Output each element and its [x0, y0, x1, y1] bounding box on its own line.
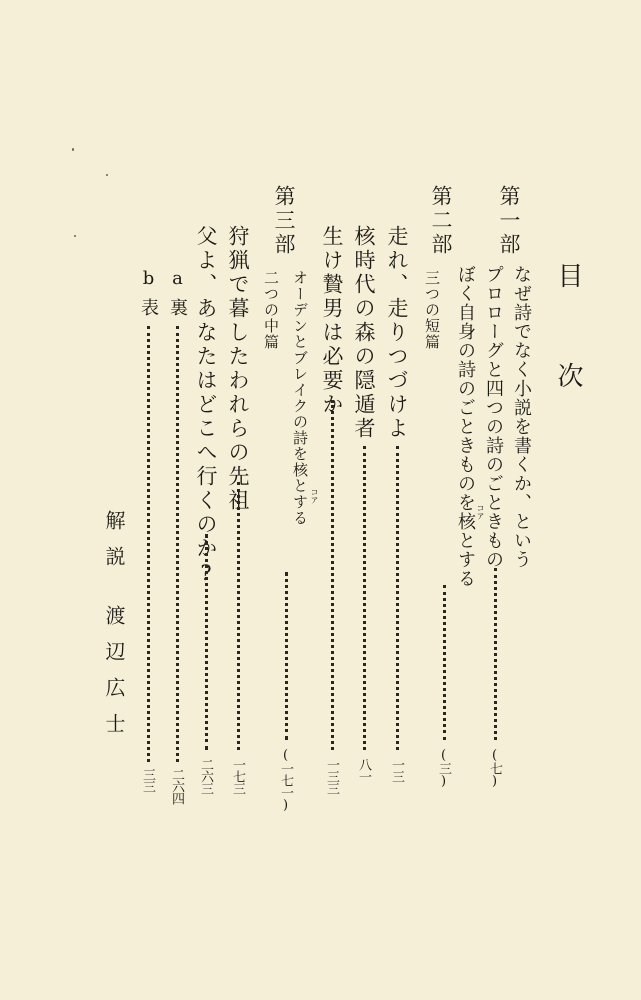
- part3-heading: 第三部: [272, 185, 296, 257]
- paper-speck: [74, 235, 76, 237]
- part3-section-a-label: a: [167, 268, 188, 290]
- commentary-author: 渡辺広士: [102, 605, 126, 749]
- part3-section-a-title: 裏: [167, 298, 188, 317]
- part2-heading: 第二部: [429, 185, 453, 257]
- page-number: 二六三: [198, 758, 213, 794]
- leader-dots: [396, 446, 399, 750]
- page-title: 目 次: [553, 262, 583, 410]
- ruby-annotation: コア: [310, 488, 319, 504]
- page-number: 八一: [356, 758, 371, 782]
- part1-chapter1-line1: なぜ詩でなく小説を書くか、という: [511, 265, 532, 569]
- page-number: 一七三: [230, 758, 245, 794]
- leader-dots: [285, 572, 288, 740]
- part3-chapter1-title: 狩猟で暮したわれらの先祖: [226, 225, 250, 513]
- part1-heading: 第一部: [497, 185, 521, 257]
- part3-section-b-title: 表: [138, 298, 159, 317]
- page-number: (三): [436, 748, 451, 788]
- part3-chapter2-title: 父よ、あなたはどこへ行くのか?: [194, 225, 218, 588]
- part2-chapter3-title: 生け贄男は必要か: [320, 225, 344, 417]
- page-number: (一七一): [278, 748, 293, 812]
- part2-chapter4-title: オーデンとブレイクの詩を核とする: [291, 270, 309, 526]
- page-number: 二六四: [169, 768, 184, 804]
- leader-dots: [147, 326, 150, 762]
- leader-dots: [443, 585, 446, 740]
- paper-speck: [106, 174, 108, 176]
- leader-dots: [205, 534, 208, 750]
- page-number: 一三: [389, 758, 404, 782]
- leader-dots: [176, 326, 179, 762]
- part2-chapter2-title: 核時代の森の隠遁者: [352, 225, 376, 441]
- part2-subtitle: 三つの短篇: [423, 270, 441, 350]
- page-number: 一三三: [324, 758, 339, 794]
- part3-subtitle: 二つの中篇: [262, 270, 280, 350]
- leader-dots: [494, 568, 497, 740]
- paper-speck: [72, 148, 74, 151]
- page-number: (七): [487, 748, 502, 788]
- ruby-annotation: コア: [476, 504, 485, 520]
- part1-chapter2-title: ぼく自身の詩のごときものを核とする: [455, 265, 476, 588]
- commentary-label: 解説: [102, 510, 126, 582]
- leader-dots: [331, 400, 334, 750]
- leader-dots: [237, 482, 240, 750]
- leader-dots: [363, 446, 366, 750]
- part2-chapter1-title: 走れ、走りつづけよ: [385, 225, 409, 441]
- part3-section-b-label: b: [138, 268, 159, 290]
- page-number: 三三: [140, 768, 155, 792]
- part1-chapter1-line2: プロローグと四つの詩のごときもの: [483, 265, 504, 569]
